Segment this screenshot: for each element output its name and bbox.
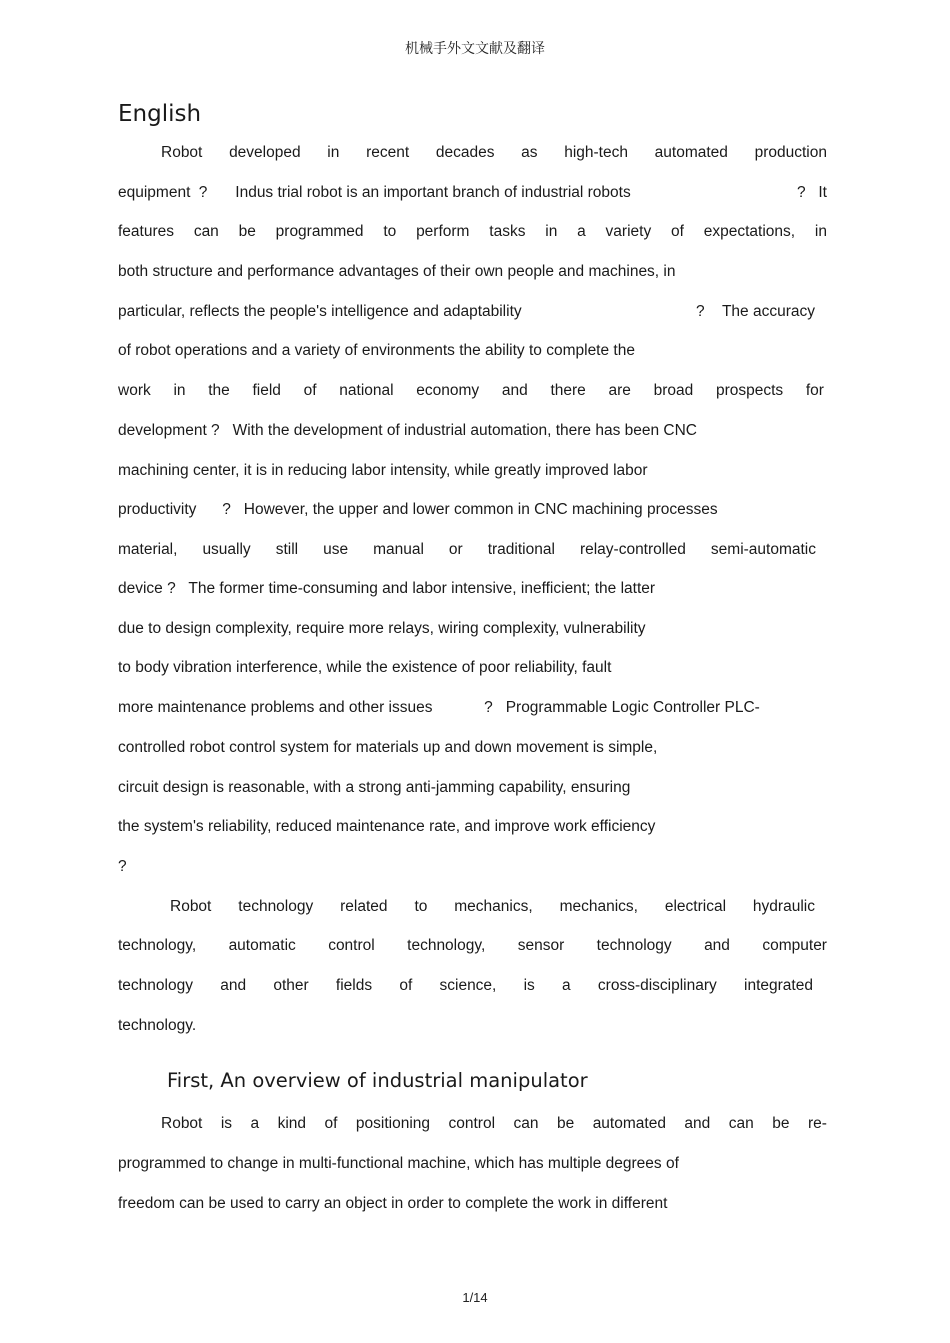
word: broad xyxy=(653,382,694,399)
word: automated xyxy=(654,144,728,161)
word: cross-disciplinary xyxy=(597,977,717,994)
paragraph-line xyxy=(161,1114,827,1134)
word: use xyxy=(323,541,349,558)
word: tasks xyxy=(489,223,526,240)
word: hydraulic xyxy=(752,898,815,915)
paragraph-line: of robot operations and a variety of environments the ability to complete the xyxy=(118,342,635,359)
word: for xyxy=(805,382,824,399)
word: traditional xyxy=(487,541,555,558)
word: science, xyxy=(439,977,497,994)
word: still xyxy=(275,541,299,558)
paragraph-line: more maintenance problems and other issues ? Programmable Logic Controller PLC- xyxy=(118,699,760,716)
word: economy xyxy=(416,382,480,399)
paragraph-line xyxy=(170,897,815,917)
word: be xyxy=(772,1115,790,1132)
word: manual xyxy=(373,541,424,558)
paragraph-line xyxy=(118,540,816,560)
word: field xyxy=(252,382,281,399)
word: be xyxy=(556,1115,575,1132)
word: and xyxy=(501,382,528,399)
page-number: 1/14 xyxy=(462,1290,488,1305)
word: automatic xyxy=(228,937,296,954)
word: semi-automatic xyxy=(710,541,816,558)
word: of xyxy=(399,977,413,994)
word: electrical xyxy=(664,898,727,915)
paragraph-line xyxy=(118,976,813,996)
word: re- xyxy=(807,1115,827,1132)
word: technology, xyxy=(118,937,197,954)
word: and xyxy=(684,1115,711,1132)
word: related xyxy=(340,898,388,915)
word: of xyxy=(671,223,684,240)
paragraph-line: circuit design is reasonable, with a strong anti-jamming capability, ensuring xyxy=(118,779,631,796)
word: high-tech xyxy=(564,144,628,161)
word: mechanics, xyxy=(454,898,533,915)
word: technology xyxy=(238,898,314,915)
paragraph-line: particular, reflects the people's intelligence and adaptability ? The accuracy xyxy=(118,303,815,320)
word: fields xyxy=(335,977,373,994)
paragraph-line: device ? The former time-consuming and labor intensive, inefficient; the latter xyxy=(118,580,656,597)
word: other xyxy=(273,977,309,994)
word: there xyxy=(550,382,586,399)
word: a xyxy=(577,223,586,240)
word: positioning xyxy=(355,1115,431,1132)
paragraph-line xyxy=(161,143,827,163)
word: to xyxy=(383,223,397,240)
paragraph-line: development ? With the development of industrial automation, there has been CNC xyxy=(118,422,697,439)
word: be xyxy=(238,223,256,240)
word: features xyxy=(118,223,175,240)
paragraph-line: machining center, it is in reducing labor intensity, while greatly improved labor xyxy=(118,462,648,479)
word: a xyxy=(250,1115,260,1132)
word: of xyxy=(324,1115,338,1132)
section-heading-overview: First, An overview of industrial manipulator xyxy=(167,1069,588,1092)
word: work xyxy=(118,382,151,399)
word: is xyxy=(523,977,535,994)
word: can xyxy=(728,1115,754,1132)
word: technology xyxy=(596,937,672,954)
word: Robot xyxy=(170,898,212,915)
word: national xyxy=(339,382,394,399)
word: perform xyxy=(416,223,470,240)
word: and xyxy=(220,977,247,994)
paragraph-line: technology. xyxy=(118,1017,197,1034)
paragraph-line: equipment ? Indus trial robot is an important branch of industrial robots ? It xyxy=(118,184,827,201)
word: relay-controlled xyxy=(579,541,686,558)
paragraph-line: programmed to change in multi-functional machine, which has multiple degrees of xyxy=(118,1155,679,1172)
word: expectations, xyxy=(703,223,796,240)
paragraph-line: productivity ? However, the upper and lower common in CNC machining processes xyxy=(118,501,718,518)
word: technology, xyxy=(407,937,486,954)
word: in xyxy=(327,144,340,161)
word: usually xyxy=(202,541,251,558)
word: material, xyxy=(118,541,178,558)
paragraph-line: controlled robot control system for materials up and down movement is simple, xyxy=(118,739,658,756)
word: of xyxy=(303,382,317,399)
word: in xyxy=(545,223,558,240)
word: mechanics, xyxy=(559,898,638,915)
section-heading-english: English xyxy=(118,101,202,127)
word: decades xyxy=(435,144,495,161)
word: Robot xyxy=(161,144,203,161)
word: production xyxy=(754,144,827,161)
word: prospects xyxy=(715,382,784,399)
word: control xyxy=(328,937,375,954)
word: is xyxy=(220,1115,233,1132)
word: as xyxy=(521,144,538,161)
word: integrated xyxy=(744,977,813,994)
paragraph-line: the system's reliability, reduced maintenance rate, and improve work efficiency xyxy=(118,818,656,835)
word: technology xyxy=(118,977,193,994)
paragraph-line xyxy=(118,936,827,956)
paragraph-line xyxy=(118,381,824,401)
word: can xyxy=(193,223,219,240)
paragraph-line: to body vibration interference, while the existence of poor reliability, fault xyxy=(118,659,612,676)
word: the xyxy=(208,382,230,399)
word: variety xyxy=(605,223,652,240)
word: in xyxy=(814,223,827,240)
paragraph-line xyxy=(118,222,827,242)
word: can xyxy=(513,1115,539,1132)
word: or xyxy=(448,541,463,558)
word: to xyxy=(414,898,428,915)
word: automated xyxy=(592,1115,666,1132)
word: and xyxy=(704,937,730,954)
page-header: 机械手外文文献及翻译 xyxy=(405,41,545,57)
word: are xyxy=(608,382,631,399)
word: developed xyxy=(229,144,301,161)
word: in xyxy=(173,382,186,399)
paragraph-line: both structure and performance advantages of their own people and machines, in xyxy=(118,263,676,280)
word: recent xyxy=(366,144,410,161)
word: control xyxy=(448,1115,496,1132)
word: kind xyxy=(277,1115,307,1132)
word: a xyxy=(562,977,571,994)
paragraph-line: ? xyxy=(118,858,127,875)
word: sensor xyxy=(517,937,565,954)
paragraph-line: due to design complexity, require more relays, wiring complexity, vulnerability xyxy=(118,620,646,637)
word: Robot xyxy=(161,1115,203,1132)
word: computer xyxy=(762,937,827,954)
paragraph-line: freedom can be used to carry an object in order to complete the work in different xyxy=(118,1195,668,1212)
word: programmed xyxy=(275,223,364,240)
